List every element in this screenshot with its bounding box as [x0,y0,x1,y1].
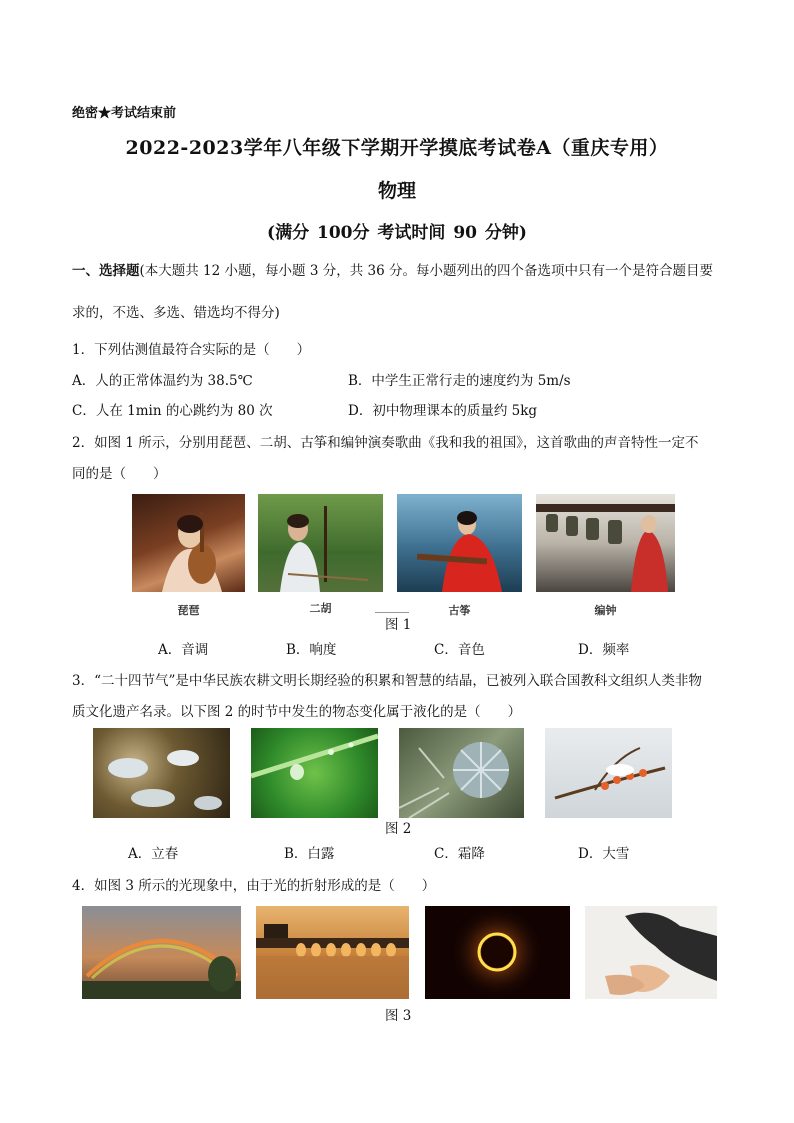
q2-option-c: C．音色 [434,642,485,658]
q3-option-b: B．白露 [284,846,335,862]
q3-option-d: D．大雪 [578,846,630,862]
shuangjiang-illustration [399,728,524,818]
q1-stem: 1．下列估测值最符合实际的是（ ） [72,342,311,358]
bianzhong-illustration [536,494,675,592]
erhu-illustration [258,494,383,592]
erhu-image [258,494,383,592]
daxue-illustration [545,728,672,818]
figure-divider [375,612,409,613]
shuangjiang-image [399,728,524,818]
pipa-image [132,494,245,592]
subject-title: 物理 [377,180,416,202]
bridge-illustration [256,906,409,999]
eclipse-image [425,906,570,999]
figure-2-label: 图 2 [385,821,412,837]
eclipse-illustration [425,906,570,999]
q3-stem-line1: 3．“二十四节气”是中华民族农耕文明长期经验的积累和智慧的结晶，已被列入联合国教科文组织人类非物 [72,673,702,689]
q3-option-c: C．霜降 [434,846,485,862]
q1-option-d: D．初中物理课本的质量约 5kg [348,403,538,419]
score-info: (满分 100分 考试时间 90 分钟) [267,223,527,243]
section-intro-text: (本大题共 12 小题，每小题 3 分，共 36 分。每小题列出的四个备选项中只有一个是符合题目要 [139,263,713,279]
shadow-illustration [585,906,717,999]
q2-option-d: D．频率 [578,642,630,658]
q3-option-a: A．立春 [128,846,179,862]
bailu-illustration [251,728,378,818]
shadow-image [585,906,717,999]
q4-stem: 4．如图 3 所示的光现象中，由于光的折射形成的是（ ） [72,878,436,894]
figure-3-label: 图 3 [385,1008,412,1024]
section-heading: 一、选择题 [72,263,140,279]
lichun-image [93,728,230,818]
q3-stem-line2: 质文化遗产名录。以下图 2 的时节中发生的物态变化属于液化的是（ ） [72,704,522,720]
guzheng-illustration [397,494,522,592]
pipa-caption: 琵琶 [177,604,200,617]
guzheng-caption: 古筝 [448,604,471,617]
pipa-illustration [132,494,245,592]
secret-label: 绝密★考试结束前 [72,106,177,121]
rainbow-image [82,906,241,999]
bianzhong-caption: 编钟 [594,604,617,617]
q1-option-b: B．中学生正常行走的速度约为 5m/s [348,373,571,389]
figure-1-label: 图 1 [385,617,412,633]
q2-option-a: A．音调 [158,642,209,658]
bailu-image [251,728,378,818]
q2-stem-line2: 同的是（ ） [72,466,167,482]
q1-option-a: A．人的正常体温约为 38.5℃ [72,373,253,389]
daxue-image [545,728,672,818]
lichun-illustration [93,728,230,818]
rainbow-illustration [82,906,241,999]
guzheng-image [397,494,522,592]
section-intro-line2: 求的，不选、多选、错选均不得分) [72,305,280,321]
q2-stem-line1: 2．如图 1 所示，分别用琵琶、二胡、古筝和编钟演奏歌曲《我和我的祖国》，这首歌曲的声音特性一定不 [72,435,699,451]
section-intro [72,262,713,280]
bridge-image [256,906,409,999]
q2-option-b: B．响度 [286,642,337,658]
bianzhong-image [536,494,675,592]
q1-option-c: C．人在 1min 的心跳约为 80 次 [72,403,273,419]
exam-title: 2022-2023学年八年级下学期开学摸底考试卷A（重庆专用） [125,137,669,159]
erhu-caption: 二胡 [309,602,332,615]
